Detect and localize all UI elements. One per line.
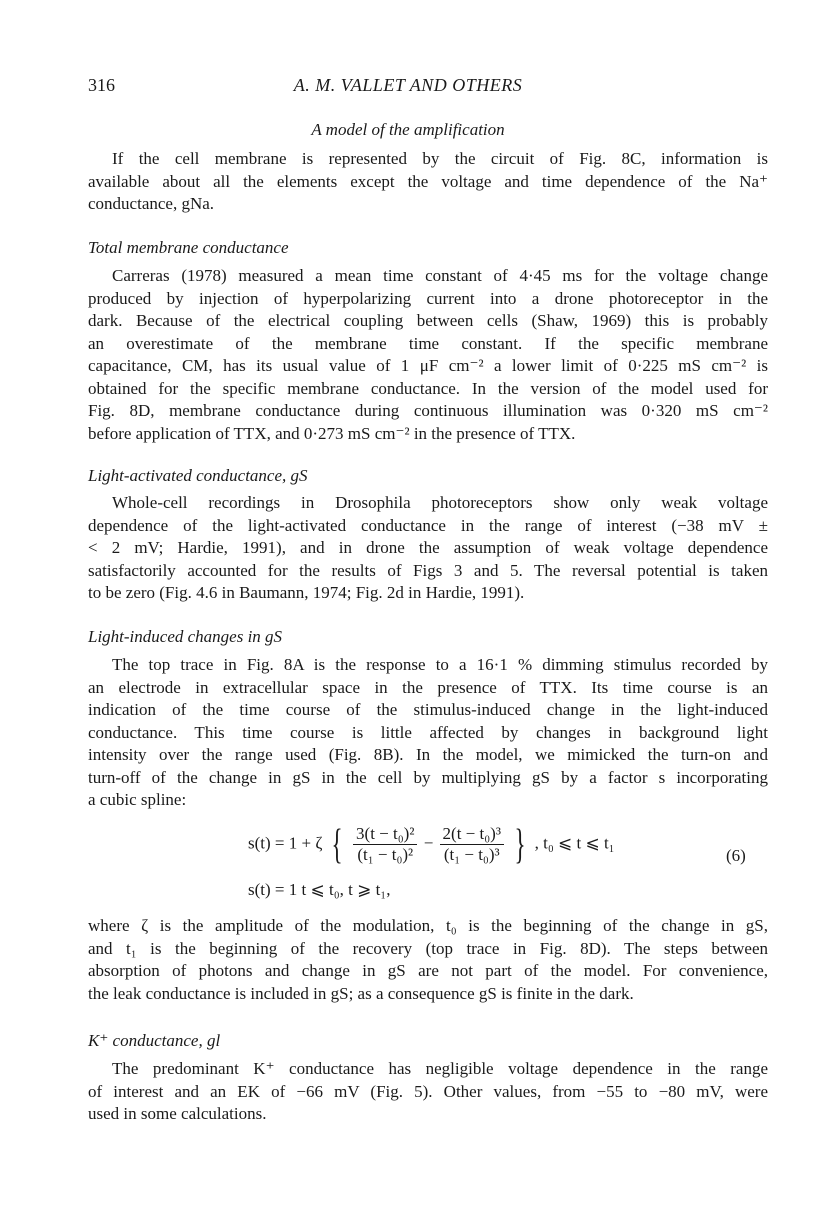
text-line: satisfactorily accounted for the results of Figs 3 and 5. The reversal potential is taken bbox=[88, 560, 768, 580]
text-line: turn-off of the change in gS in the cell by multiplying gS by a factor s incorporating bbox=[88, 767, 768, 787]
text-line: The predominant K⁺ conductance has negligible voltage dependence in the range bbox=[112, 1059, 768, 1078]
text-line: and t₁ is the beginning of the recovery (top trace in Fig. 8D). The steps between bbox=[88, 938, 768, 958]
text-line: < 2 mV; Hardie, 1991), and in drone the assumption of weak voltage dependence bbox=[88, 538, 768, 557]
text-line: The top trace in Fig. 8A is the response to a 16·1 % dimming stimulus recorded by bbox=[112, 655, 768, 674]
section-heading-model: A model of the amplification bbox=[311, 120, 505, 139]
text-line: an electrode in extracellular space in the presence of TTX. Its time course is an bbox=[88, 677, 768, 697]
text-line: the leak conductance is included in gS; as a consequence gS is finite in the dark. bbox=[88, 983, 634, 1003]
paragraph-circuit bbox=[88, 148, 768, 216]
text-line: where ζ is the amplitude of the modulation, t₀ is the beginning of the change in gS, bbox=[88, 916, 768, 935]
subsection-heading-light-activated: Light-activated conductance, gS bbox=[88, 466, 308, 485]
text-line: conductance. This time course is little affected by changes in background light bbox=[88, 722, 768, 742]
paragraph-k-conductance bbox=[88, 1058, 768, 1126]
text-line: Carreras (1978) measured a mean time constant of 4·45 ms for the voltage change bbox=[112, 266, 768, 285]
paragraph-equation-explanation bbox=[88, 915, 768, 1005]
text-line: produced by injection of hyperpolarizing current into a drone photoreceptor in the bbox=[88, 288, 768, 308]
text-line: dependence of the light-activated conductance in the range of interest (−38 mV ± bbox=[88, 515, 768, 535]
text-line: a cubic spline: bbox=[88, 790, 187, 809]
text-line: before application of TTX, and 0·273 mS cm⁻² in the presence of TTX. bbox=[88, 423, 576, 443]
text-line: of interest and an EK of −66 mV (Fig. 5). Other values, from −55 to −80 mV, were bbox=[88, 1081, 768, 1101]
text-line: Fig. 8D, membrane conductance during continuous illumination was 0·320 mS cm⁻² bbox=[88, 401, 768, 420]
text-line: capacitance, CM, has its usual value of 1 μF cm⁻² a lower limit of 0·225 mS cm⁻² is bbox=[88, 356, 768, 375]
page-number: 316 bbox=[88, 75, 115, 95]
equation-6-line1 bbox=[248, 821, 615, 868]
text-line: If the cell membrane is represented by the circuit of Fig. 8C, information is bbox=[112, 149, 768, 168]
paragraph-light-activated bbox=[88, 492, 768, 605]
equation-condition: , t₀ ⩽ t ⩽ t₁ bbox=[534, 833, 615, 853]
text-line: used in some calculations. bbox=[88, 1104, 267, 1123]
paragraph-light-induced bbox=[88, 654, 768, 812]
text-line: obtained for the specific membrane conductance. In the version of the model used for bbox=[88, 378, 768, 398]
equation-number: (6) bbox=[726, 846, 746, 865]
text-line: indication of the time course of the stimulus-induced change in the light-induced bbox=[88, 700, 768, 719]
text-line: to be zero (Fig. 4.6 in Baumann, 1974; Fig. 2d in Hardie, 1991). bbox=[88, 583, 525, 602]
fraction-2-numerator: 2(t − t₀)³ bbox=[440, 824, 504, 845]
text-line: dark. Because of the electrical coupling between cells (Shaw, 1969) this is probably bbox=[88, 311, 768, 330]
text-line: absorption of photons and change in gS are not part of the model. For convenience, bbox=[88, 961, 768, 980]
fraction-2 bbox=[440, 824, 504, 865]
paragraph-total-conductance bbox=[88, 265, 768, 445]
equation-lhs: s(t) = 1 + ζ bbox=[248, 833, 323, 853]
running-title: A. M. VALLET AND OTHERS bbox=[293, 75, 523, 95]
left-brace: { bbox=[331, 821, 343, 868]
text-line: available about all the elements except the voltage and time dependence of the Na⁺ bbox=[88, 171, 768, 191]
fraction-2-denominator: (t₁ − t₀)³ bbox=[443, 845, 500, 864]
text-line: an overestimate of the membrane time constant. If the specific membrane bbox=[88, 333, 768, 353]
equation-6-line2: s(t) = 1 t ⩽ t₀, t ⩾ t₁, bbox=[248, 880, 391, 899]
fraction-1-numerator: 3(t − t₀)² bbox=[353, 824, 417, 845]
subsection-heading-total-conductance: Total membrane conductance bbox=[88, 238, 289, 257]
text-line: conductance, gNa. bbox=[88, 194, 215, 213]
fraction-1-denominator: (t₁ − t₀)² bbox=[357, 845, 414, 864]
text-line: Whole-cell recordings in Drosophila photoreceptors show only weak voltage bbox=[112, 493, 768, 512]
fraction-1 bbox=[353, 824, 417, 865]
equation-minus: − bbox=[423, 833, 434, 853]
text-line: intensity over the range used (Fig. 8B). In the model, we mimicked the turn-on and bbox=[88, 745, 768, 764]
subsection-heading-k-conductance: K⁺ conductance, gl bbox=[88, 1031, 221, 1050]
right-brace: } bbox=[514, 821, 526, 868]
subsection-heading-light-induced: Light-induced changes in gS bbox=[88, 627, 283, 646]
